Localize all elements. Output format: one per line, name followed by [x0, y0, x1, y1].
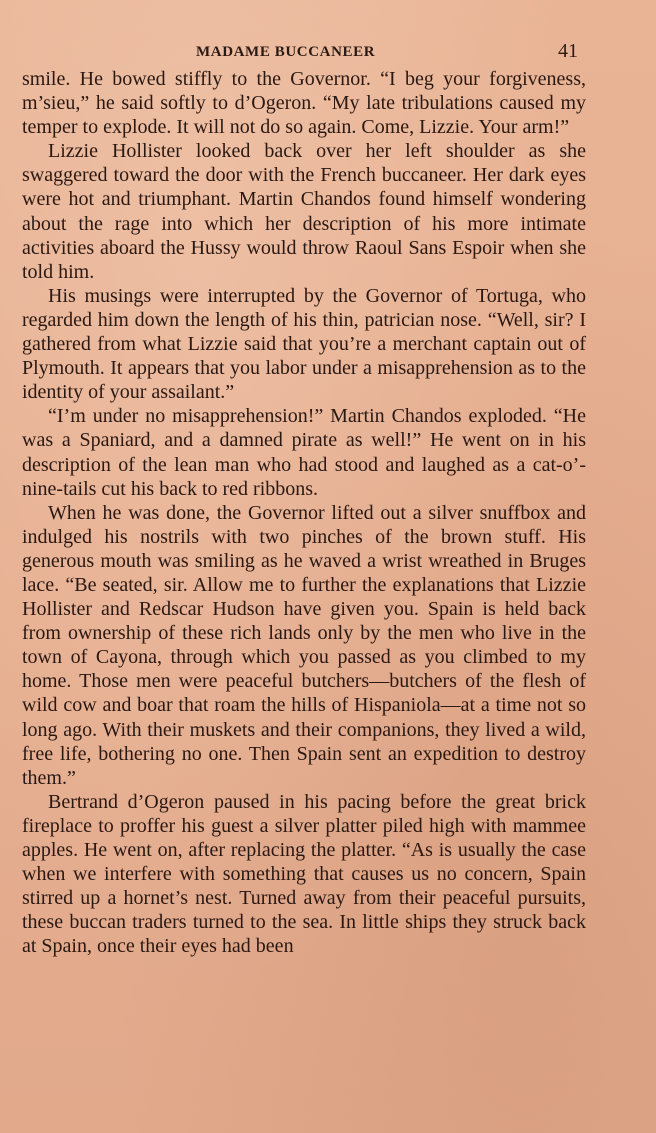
paragraph: When he was done, the Governor lifted out a silver snuffbox and indulged his nostrils with two pinches of the brown stuff. His generous mouth was smiling as he waved a wrist wreathed in Bruges lace. “Be seated, sir. Allow me to further the explanations that Lizzie Hollister and Redscar Hudson have given you. Spain is held back from ownership of these rich lands only by the men who live in the town of Cayona, through which you passed as you climbed to my home. Those men were peaceful butchers—butchers of the flesh of wild cow and boar that roam the hills of Hispaniola—at a time not so long ago. With their muskets and their companions, they lived a wild, free life, bothering no one. Then Spain sent an expedition to destroy them.”: [22, 501, 586, 789]
body-text: [22, 67, 586, 958]
paragraph-continuation: smile. He bowed stiffly to the Governor. “I beg your forgiveness, m’sieu,” he said softly to d’Ogeron. “My late tribulations caused my temper to explode. It will not do so again. Come, Lizzie. Your arm!”: [22, 68, 586, 139]
page-number: 41: [558, 40, 578, 62]
paragraph: Lizzie Hollister looked back over her left shoulder as she swaggered toward the door with the French buccaneer. Her dark eyes were hot and triumphant. Martin Chandos found himself wondering about the rage into which her description of his more intimate activities aboard the Hussy would throw Raoul Sans Espoir when she told him.: [22, 140, 586, 283]
running-title: MADAME BUCCANEER: [196, 44, 376, 60]
paragraph: “I’m under no misapprehension!” Martin Chandos exploded. “He was a Spaniard, and a damned pirate as well!” He went on in his description of the lean man who had stood and laughed as a cat-o’-nine-tails cut his back to red ribbons.: [22, 405, 586, 500]
paragraph: His musings were interrupted by the Governor of Tortuga, who regarded him down the length of his thin, patrician nose. “Well, sir? I gathered from what Lizzie said that you’re a merchant captain out of Plymouth. It appears that you labor under a misapprehension as to the identity of your assailant.”: [22, 284, 586, 404]
paragraph: Bertrand d’Ogeron paused in his pacing before the great brick fireplace to proffer his guest a silver platter piled high with mammee apples. He went on, after replacing the platter. “As is usually the case when we interfere with something that causes us no concern, Spain stirred up a hornet’s nest. Turned away from their peaceful pursuits, these buccan traders turned to the sea. In little ships they struck back at Spain, once their eyes had been: [22, 790, 586, 958]
running-head: [0, 40, 656, 66]
